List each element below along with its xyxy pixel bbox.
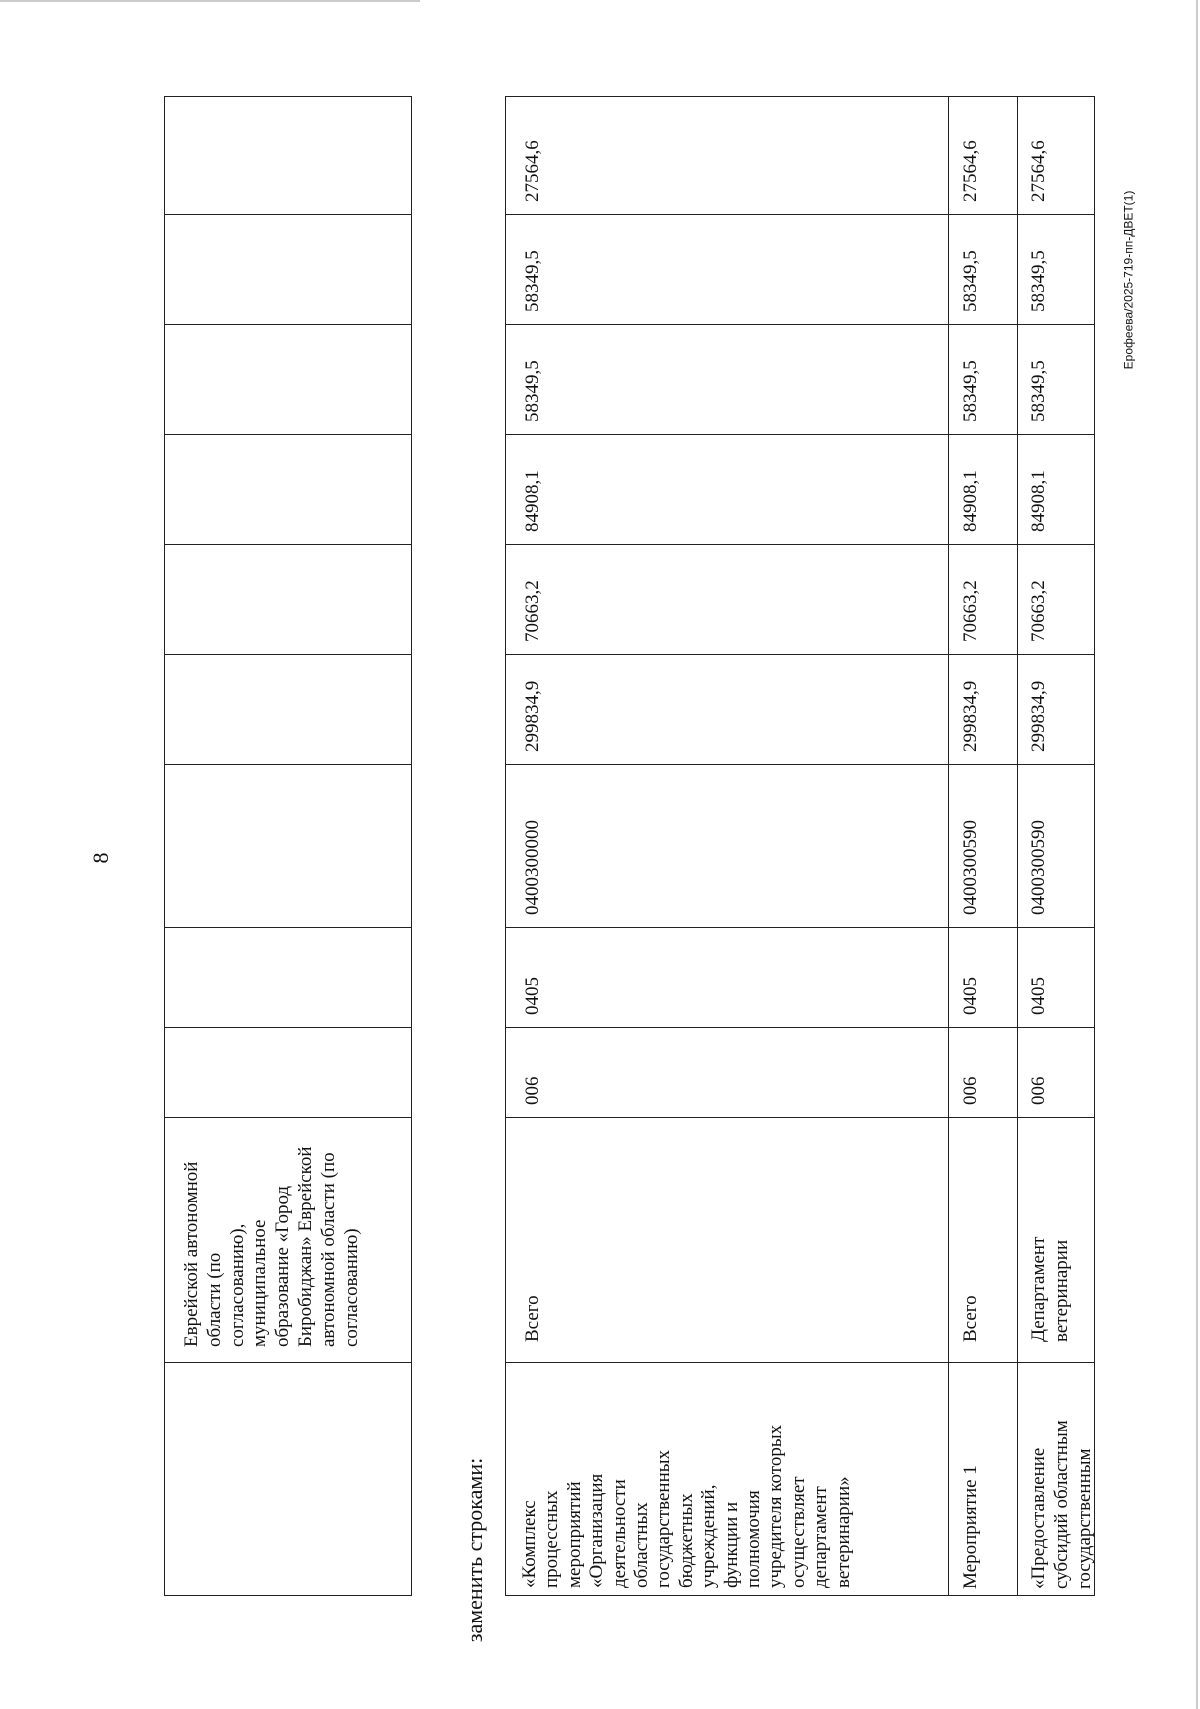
row2-source-line: ветеринарии bbox=[1050, 1239, 1072, 1342]
row2-year5: 27564,6 bbox=[1028, 140, 1049, 202]
lower-table-col-divider bbox=[506, 1362, 1094, 1363]
row2-source bbox=[1028, 1237, 1074, 1342]
row0-name-line: деятельности bbox=[608, 1479, 630, 1588]
scan-border-right bbox=[1196, 0, 1198, 1709]
lower-table bbox=[505, 96, 1095, 1596]
row1-year1: 70663,2 bbox=[960, 580, 981, 642]
row0-name-line: «Комплекс bbox=[519, 1500, 540, 1588]
row0-name-line: осуществляет bbox=[787, 1476, 809, 1588]
lower-table-col-divider bbox=[506, 927, 1094, 928]
upper-label bbox=[181, 1146, 363, 1347]
upper-table-divider bbox=[165, 1027, 411, 1028]
row1-year2: 84908,1 bbox=[960, 470, 981, 532]
row0-grbs: 006 bbox=[522, 1076, 543, 1105]
lower-table-row-divider bbox=[1017, 97, 1018, 1595]
scan-border-top bbox=[0, 0, 420, 2]
lower-table-row-divider bbox=[948, 97, 949, 1595]
row0-rzpr: 0405 bbox=[522, 977, 543, 1015]
row0-name-line: процессных bbox=[541, 1490, 563, 1588]
upper-label-line: области (по bbox=[203, 1252, 225, 1347]
row2-rzpr: 0405 bbox=[1028, 977, 1049, 1015]
row0-name-line: государственных bbox=[653, 1449, 675, 1588]
document-stamp-text: Ерофеева/2025-719-пп-ДВЕТ(1) bbox=[1121, 190, 1135, 370]
row0-year2: 84908,1 bbox=[522, 470, 543, 532]
upper-table-divider bbox=[165, 324, 411, 325]
row0-name-line: полномочия bbox=[743, 1490, 765, 1588]
row1-name: Мероприятие 1 bbox=[960, 1465, 981, 1589]
lower-table-col-divider bbox=[506, 1027, 1094, 1028]
upper-table-divider bbox=[165, 1362, 411, 1363]
upper-label-line: образование «Город bbox=[272, 1185, 294, 1347]
row0-name-line: бюджетных bbox=[675, 1493, 697, 1588]
replace-caption bbox=[455, 1450, 495, 1650]
row0-total: 299834,9 bbox=[522, 680, 543, 752]
row0-name-line: областных bbox=[631, 1502, 653, 1588]
document-stamp bbox=[1118, 190, 1138, 370]
upper-table-divider bbox=[165, 214, 411, 215]
row0-name-line: мероприятий bbox=[563, 1481, 585, 1588]
row2-name-line: «Предоставление bbox=[1028, 1447, 1049, 1589]
row1-total: 299834,9 bbox=[960, 680, 981, 752]
row0-source: Всего bbox=[522, 1295, 543, 1342]
row2-csr: 0400300590 bbox=[1028, 820, 1049, 915]
row0-name-line: учреждений, bbox=[698, 1484, 720, 1588]
row0-year4: 58349,5 bbox=[522, 250, 543, 312]
row0-year3: 58349,5 bbox=[522, 360, 543, 422]
replace-caption-text: заменить строками: bbox=[462, 1457, 488, 1643]
row2-year3: 58349,5 bbox=[1028, 360, 1049, 422]
upper-label-line: Еврейской автономной bbox=[181, 1161, 202, 1347]
row1-csr: 0400300590 bbox=[960, 820, 981, 915]
upper-table-divider bbox=[165, 764, 411, 765]
upper-label-line: муниципальное bbox=[249, 1219, 271, 1347]
row2-name bbox=[1028, 1420, 1096, 1589]
lower-table-col-divider bbox=[506, 324, 1094, 325]
row0-csr: 0400300000 bbox=[522, 820, 543, 915]
row1-grbs: 006 bbox=[960, 1076, 981, 1105]
lower-table-col-divider bbox=[506, 544, 1094, 545]
row0-name-line: учредителя которых bbox=[765, 1424, 787, 1588]
row1-rzpr: 0405 bbox=[960, 977, 981, 1015]
upper-label-line: согласованию), bbox=[226, 1223, 248, 1347]
row2-year2: 84908,1 bbox=[1028, 470, 1049, 532]
row0-name-line: «Организация bbox=[586, 1473, 608, 1588]
row0-name-line: департамент bbox=[810, 1486, 832, 1588]
row0-name-full bbox=[519, 1425, 855, 1588]
row2-name-line: субсидий областным bbox=[1050, 1420, 1072, 1589]
row1-source: Всего bbox=[960, 1295, 981, 1342]
row0-year1: 70663,2 bbox=[522, 580, 543, 642]
row0-name-line: функции и bbox=[720, 1501, 742, 1588]
lower-table-col-divider bbox=[506, 214, 1094, 215]
upper-table-divider bbox=[165, 544, 411, 545]
row1-year5: 27564,6 bbox=[960, 140, 981, 202]
lower-table-col-divider bbox=[506, 434, 1094, 435]
upper-label-line: автономной области (по bbox=[317, 1152, 339, 1347]
row1-year4: 58349,5 bbox=[960, 250, 981, 312]
lower-table-col-divider bbox=[506, 764, 1094, 765]
row2-grbs: 006 bbox=[1028, 1076, 1049, 1105]
upper-table-divider bbox=[165, 654, 411, 655]
upper-table-divider bbox=[165, 927, 411, 928]
upper-table-divider bbox=[165, 434, 411, 435]
row1-year3: 58349,5 bbox=[960, 360, 981, 422]
row0-name-line: ветеринарии» bbox=[832, 1476, 854, 1588]
row2-year1: 70663,2 bbox=[1028, 580, 1049, 642]
page-number: 8 bbox=[88, 852, 113, 864]
row2-total: 299834,9 bbox=[1028, 680, 1049, 752]
upper-label-line: Биробиджан» Еврейской bbox=[294, 1146, 316, 1347]
row2-source-line: Департамент bbox=[1028, 1236, 1049, 1342]
upper-label-line: согласованию) bbox=[340, 1228, 362, 1347]
row0-year5: 27564,6 bbox=[522, 140, 543, 202]
lower-table-col-divider bbox=[506, 1117, 1094, 1118]
upper-table-divider bbox=[165, 1117, 411, 1118]
lower-table-col-divider bbox=[506, 654, 1094, 655]
row2-name-line: государственным bbox=[1073, 1448, 1095, 1589]
row2-year4: 58349,5 bbox=[1028, 250, 1049, 312]
upper-table bbox=[164, 96, 412, 1596]
